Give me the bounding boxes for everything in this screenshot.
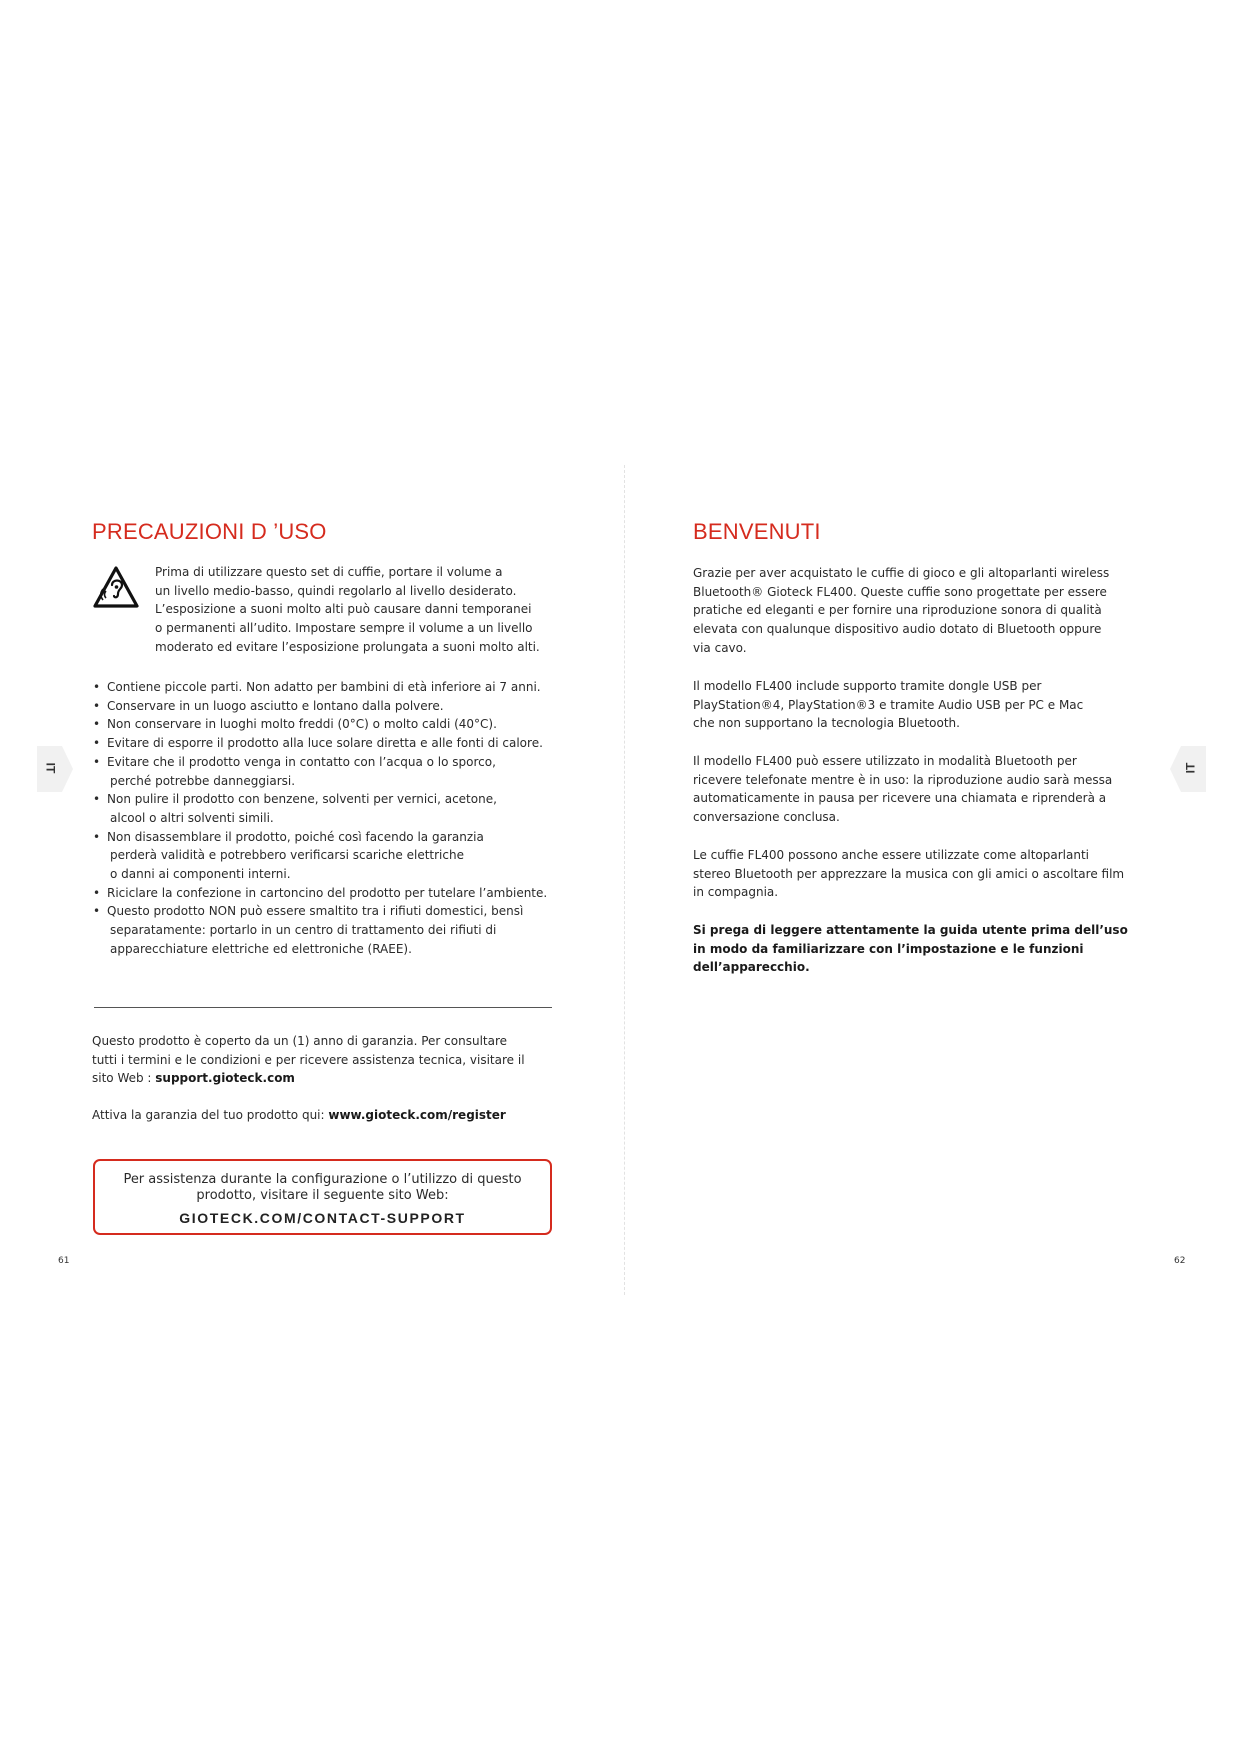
page-number: 62 <box>1174 1256 1186 1266</box>
register-url-link[interactable]: www.gioteck.com/register <box>328 1108 506 1122</box>
register-info: Attiva la garanzia del tuo prodotto qui: www.gioteck.com/register <box>92 1108 506 1122</box>
precaution-item: • Contiene piccole parti. Non adatto per bambini di età inferiore ai 7 anni. <box>92 678 562 697</box>
read-guide-note: Si prega di leggere attentamente la guida utente prima dell’uso in modo da familiarizzare con l’impostazione e le funzioni dell’apparecchio. <box>693 923 1128 975</box>
language-tab-right <box>1170 746 1206 792</box>
page-number: 61 <box>58 1256 70 1266</box>
bullet-icon: • <box>93 698 101 713</box>
welcome-title: BENVENUTI <box>693 519 821 544</box>
precaution-item: • Non conservare in luoghi molto freddi (0°C) o molto caldi (40°C). <box>92 715 562 734</box>
bluetooth-calls-paragraph: Il modello FL400 può essere utilizzato in modalità Bluetooth per ricevere telefonate mentre è in uso: la riproduzione audio sarà messa automaticamente in pausa per ricevere una chiamata e riprenderà a conversazione conclusa. <box>693 754 1113 825</box>
warning-line: Prima di utilizzare questo set di cuffie, portare il volume a <box>155 565 503 579</box>
section-rule <box>94 1007 552 1008</box>
bullet-icon: • <box>93 717 101 732</box>
bullet-icon: • <box>93 680 101 694</box>
hearing-warning-text <box>155 563 555 657</box>
precaution-item: • Evitare che il prodotto venga in contatto con l’acqua o lo sporco, perché potrebbe danneggiarsi. <box>93 754 496 788</box>
warning-line: un livello medio-basso, quindi regolarlo al livello desiderato. <box>155 583 517 598</box>
language-tab-label: IT <box>1183 762 1198 774</box>
precaution-item: • Conservare in un luogo asciutto e lontano dalla polvere. <box>92 697 562 716</box>
bullet-icon: • <box>93 885 101 900</box>
language-tab-left <box>37 746 73 792</box>
precautions-list <box>92 678 562 959</box>
bullet-icon: • <box>93 792 101 807</box>
bullet-icon: • <box>93 904 101 919</box>
contact-support-box: Per assistenza durante la configurazione o l’utilizzo di questo prodotto, visitare il seguente sito Web: GIOTECK.COM/CONTACT-SUPPORT <box>93 1159 552 1235</box>
precaution-item: • Evitare di esporre il prodotto alla luce solare diretta e alle fonti di calore. <box>92 734 562 753</box>
warning-line: L’esposizione a suoni molto alti può causare danni temporanei <box>155 602 532 617</box>
usb-support-paragraph: Il modello FL400 include supporto tramite dongle USB per PlayStation®4, PlayStation®3 e tramite Audio USB per PC e Mac che non supportano la tecnologia Bluetooth. <box>693 679 1084 731</box>
bullet-icon: • <box>93 736 101 751</box>
precautions-title: PRECAUZIONI D ’USO <box>92 519 327 544</box>
precaution-item: • Non pulire il prodotto con benzene, solventi per vernici, acetone, alcool o altri solventi simili. <box>93 792 497 825</box>
bullet-icon: • <box>93 754 101 769</box>
warranty-info: Questo prodotto è coperto da un (1) anno di garanzia. Per consultare tutti i termini e le condizioni e per ricevere assistenza tecnica, visitare il sito Web : support.gioteck.com <box>92 1034 525 1086</box>
speakers-paragraph: Le cuffie FL400 possono anche essere utilizzate come altoparlanti stereo Bluetooth per apprezzare la musica con gli amici o ascoltare film in compagnia. <box>693 848 1125 900</box>
welcome-paragraph: Grazie per aver acquistato le cuffie di gioco e gli altoparlanti wireless Bluetooth® Gioteck FL400. Queste cuffie sono progettate per essere pratiche ed eleganti e per fornire una riproduzione sonora di qualità elevata con qualunque dispositivo audio dotato di Bluetooth oppure via cavo. <box>693 566 1110 655</box>
support-url-link[interactable]: support.gioteck.com <box>155 1071 295 1086</box>
hearing-warning-icon <box>92 565 140 609</box>
language-tab-label: IT <box>43 762 58 774</box>
bullet-icon: • <box>93 829 101 844</box>
warning-line: moderato ed evitare l’esposizione prolungata a suoni molto alti. <box>155 639 540 654</box>
precaution-item: • Questo prodotto NON può essere smaltito tra i rifiuti domestici, bensì separatamente: portarlo in un centro di trattamento dei rifiuti di apparecchiature elettriche ed elettroniche (RAEE). <box>93 904 524 956</box>
warning-line: o permanenti all’udito. Impostare sempre il volume a un livello <box>155 621 533 636</box>
contact-support-link[interactable]: GIOTECK.COM/CONTACT-SUPPORT <box>179 1210 466 1226</box>
precaution-item: • Riciclare la confezione in cartoncino del prodotto per tutelare l’ambiente. <box>92 884 562 903</box>
precaution-item: • Non disassemblare il prodotto, poiché così facendo la garanzia perderà validità e potrebbero verificarsi scariche elettriche o danni ai componenti interni. <box>93 829 484 882</box>
page-divider <box>624 465 625 1295</box>
